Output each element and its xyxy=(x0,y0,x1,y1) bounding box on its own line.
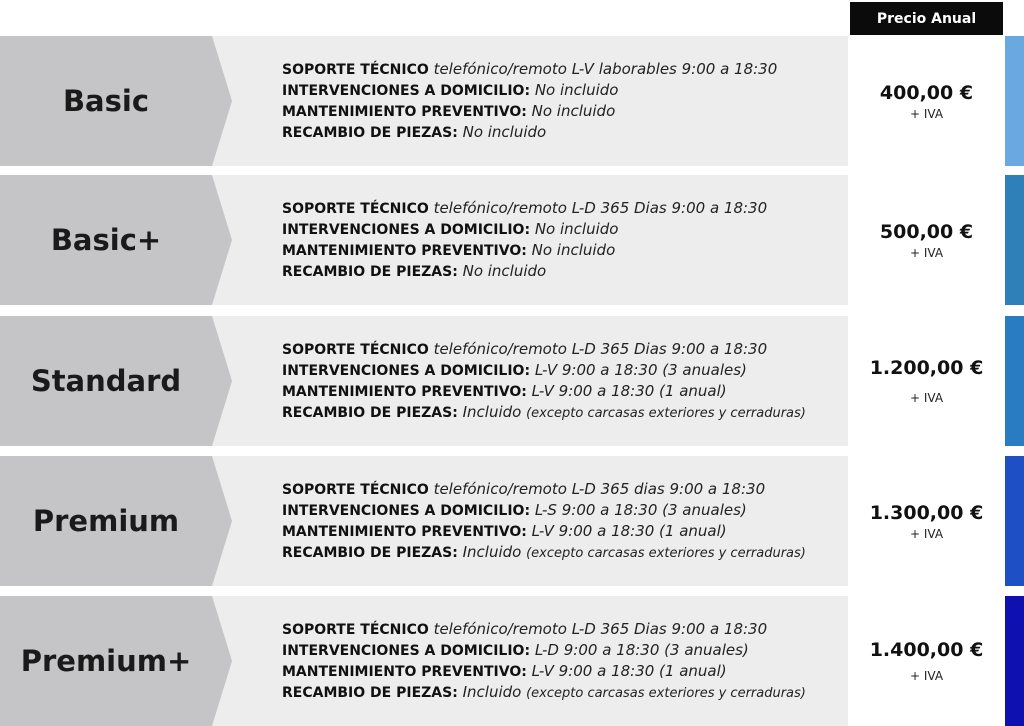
spare-parts-line xyxy=(282,122,848,143)
line-value: Incluido xyxy=(462,682,522,701)
plan-color-bar xyxy=(1005,316,1024,446)
line-value: L-V 9:00 a 18:30 (1 anual) xyxy=(531,521,727,540)
line-label: RECAMBIO DE PIEZAS: xyxy=(282,684,458,701)
line-label: MANTENIMIENTO PREVENTIVO: xyxy=(282,104,527,120)
line-label: MANTENIMIENTO PREVENTIVO: xyxy=(282,243,527,259)
line-value: L-V 9:00 a 18:30 (1 anual) xyxy=(531,381,727,400)
line-label: INTERVENCIONES A DOMICILIO: xyxy=(282,502,531,519)
plan-name: Premium xyxy=(32,504,180,538)
line-value: L-V 9:00 a 18:30 (3 anuales) xyxy=(534,360,747,379)
plan-price-cell xyxy=(850,596,1003,726)
line-value: No incluido xyxy=(531,102,616,120)
spare-parts-line xyxy=(282,542,848,564)
line-value: Incluido xyxy=(462,542,522,561)
plan-tax-note: + IVA xyxy=(909,669,944,683)
plan-color-bar xyxy=(1005,36,1024,166)
preventive-maintenance-line xyxy=(282,381,848,402)
preventive-maintenance-line xyxy=(282,521,848,542)
spare-parts-line xyxy=(282,682,848,704)
plan-price-cell xyxy=(850,36,1003,166)
line-label: INTERVENCIONES A DOMICILIO: xyxy=(282,362,531,379)
plan-color-bar xyxy=(1005,456,1024,586)
line-label: MANTENIMIENTO PREVENTIVO: xyxy=(282,523,527,540)
line-label: INTERVENCIONES A DOMICILIO: xyxy=(282,83,531,99)
plan-tax-note: + IVA xyxy=(909,106,944,121)
preventive-maintenance-line xyxy=(282,661,848,682)
line-label: MANTENIMIENTO PREVENTIVO: xyxy=(282,663,527,680)
preventive-maintenance-line xyxy=(282,101,848,122)
line-value: telefónico/remoto L-D 365 Dias 9:00 a 18:30 xyxy=(433,339,768,358)
plan-price-cell xyxy=(850,175,1003,305)
plan-name: Standard xyxy=(30,364,182,398)
line-value: No incluido xyxy=(531,241,616,259)
line-label: SOPORTE TÉCNICO xyxy=(282,62,429,78)
plan-row-premium xyxy=(0,456,1024,586)
plan-details-panel xyxy=(212,36,848,166)
plan-color-bar xyxy=(1005,175,1024,305)
line-value: No incluido xyxy=(534,81,619,99)
line-value: telefónico/remoto L-D 365 Dias 9:00 a 18:30 xyxy=(433,199,768,217)
home-interventions-line xyxy=(282,500,848,521)
line-note: (excepto carcasas exteriores y cerraduras) xyxy=(526,685,806,701)
line-label: INTERVENCIONES A DOMICILIO: xyxy=(282,642,531,659)
line-label: RECAMBIO DE PIEZAS: xyxy=(282,404,458,421)
line-value: L-S 9:00 a 18:30 (3 anuales) xyxy=(534,500,747,519)
line-value: No incluido xyxy=(534,220,619,238)
plan-price-cell xyxy=(850,316,1003,446)
plan-price: 1.300,00 € xyxy=(869,501,984,524)
plan-details-panel xyxy=(212,175,848,305)
preventive-maintenance-line xyxy=(282,240,848,261)
line-label: SOPORTE TÉCNICO xyxy=(282,201,429,217)
plan-price: 1.200,00 € xyxy=(869,357,984,379)
plan-price-cell xyxy=(850,456,1003,586)
plan-name: Premium+ xyxy=(20,644,192,678)
plan-details-panel xyxy=(212,596,848,726)
plan-row-premium-plus xyxy=(0,596,1024,726)
line-value: Incluido xyxy=(462,402,522,421)
line-value: No incluido xyxy=(462,123,547,141)
plan-price: 400,00 € xyxy=(879,81,974,104)
support-line xyxy=(282,479,848,500)
plan-price: 500,00 € xyxy=(879,220,974,243)
plan-row-basic xyxy=(0,36,1024,166)
annual-price-header: Precio Anual xyxy=(850,2,1003,35)
support-line xyxy=(282,619,848,640)
line-label: INTERVENCIONES A DOMICILIO: xyxy=(282,222,531,238)
home-interventions-line xyxy=(282,640,848,661)
spare-parts-line xyxy=(282,402,848,424)
line-value: L-V 9:00 a 18:30 (1 anual) xyxy=(531,661,727,680)
line-label: SOPORTE TÉCNICO xyxy=(282,481,429,498)
line-value: No incluido xyxy=(462,262,547,280)
plan-price: 1.400,00 € xyxy=(869,639,984,661)
plan-tax-note: + IVA xyxy=(909,526,944,541)
home-interventions-line xyxy=(282,360,848,381)
support-line xyxy=(282,339,848,360)
line-value: telefónico/remoto L-D 365 Dias 9:00 a 18:30 xyxy=(433,619,768,638)
plan-tax-note: + IVA xyxy=(909,245,944,260)
line-value: telefónico/remoto L-V laborables 9:00 a 18:30 xyxy=(433,60,778,78)
line-value: telefónico/remoto L-D 365 dias 9:00 a 18:30 xyxy=(433,479,766,498)
line-value: L-D 9:00 a 18:30 (3 anuales) xyxy=(534,640,749,659)
plan-tax-note: + IVA xyxy=(909,391,944,405)
line-label: MANTENIMIENTO PREVENTIVO: xyxy=(282,383,527,400)
line-label: RECAMBIO DE PIEZAS: xyxy=(282,125,458,141)
line-label: RECAMBIO DE PIEZAS: xyxy=(282,264,458,280)
plan-details-panel xyxy=(212,456,848,586)
home-interventions-line xyxy=(282,219,848,240)
plan-row-standard xyxy=(0,316,1024,446)
spare-parts-line xyxy=(282,261,848,282)
plan-row-basic-plus xyxy=(0,175,1024,305)
line-label: RECAMBIO DE PIEZAS: xyxy=(282,544,458,561)
support-line xyxy=(282,59,848,80)
plan-details-panel xyxy=(212,316,848,446)
plan-color-bar xyxy=(1005,596,1024,726)
line-label: SOPORTE TÉCNICO xyxy=(282,621,429,638)
line-label: SOPORTE TÉCNICO xyxy=(282,341,429,358)
line-note: (excepto carcasas exteriores y cerraduras) xyxy=(526,545,806,561)
home-interventions-line xyxy=(282,80,848,101)
plan-name: Basic+ xyxy=(50,223,162,257)
plan-name: Basic xyxy=(62,84,150,118)
support-line xyxy=(282,198,848,219)
line-note: (excepto carcasas exteriores y cerraduras) xyxy=(526,405,806,421)
